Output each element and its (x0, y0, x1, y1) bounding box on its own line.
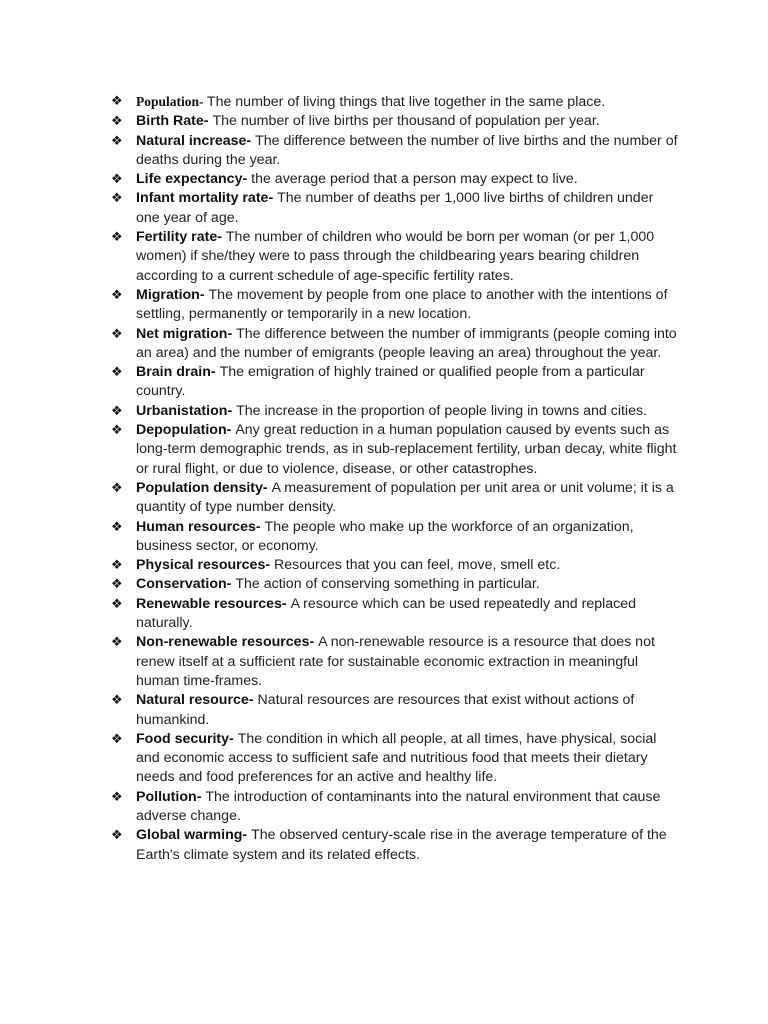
glossary-term: Conservation (136, 576, 227, 593)
diamond-bullet-icon: ❖ (111, 828, 123, 844)
term-separator: - (309, 634, 319, 651)
term-separator: - (227, 325, 237, 342)
term-separator: - (199, 286, 209, 303)
glossary-item (110, 556, 680, 575)
glossary-item (110, 730, 680, 788)
term-separator: - (229, 730, 238, 747)
glossary-definition: A non-renewable resource is a resource that does not renew itself at a sufficient rate for sustainable economic extraction in meaningful human time-frames. (136, 634, 655, 689)
glossary-item (110, 788, 680, 827)
glossary-definition: The number of children who would be born per woman (or per 1,000 women) if she/they were to pass through the childbearing years bearing children according to a current schedule of age-specific fertility rates. (136, 229, 655, 284)
glossary-definition: The condition in which all people, at all times, have physical, social and economic access to sufficient safe and nutritious food that meets their dietary needs and food preferences for an active and healthy life. (136, 730, 657, 786)
diamond-bullet-icon: ❖ (111, 596, 123, 612)
glossary-term: Life expectancy (136, 171, 243, 188)
term-separator: - (210, 364, 220, 381)
term-separator: - (196, 788, 206, 805)
glossary-term: Natural resource (136, 692, 249, 709)
term-separator: - (246, 132, 256, 149)
glossary-definition: The number of living things that live together in the same place. (206, 94, 606, 110)
glossary-definition: The introduction of contaminants into the natural environment that cause adverse change. (136, 788, 661, 824)
glossary-definition: A resource which can be used repeatedly and replaced naturally. (136, 595, 637, 632)
diamond-bullet-icon: ❖ (111, 635, 123, 651)
glossary-item (110, 112, 680, 131)
glossary-term: Infant mortality rate (136, 190, 269, 207)
term-separator: - (203, 113, 213, 130)
glossary-item (110, 421, 680, 479)
glossary-list (110, 92, 680, 865)
diamond-bullet-icon: ❖ (111, 191, 123, 207)
glossary-term: Renewable resources (136, 595, 282, 612)
diamond-bullet-icon: ❖ (111, 133, 123, 149)
glossary-term: Natural increase (136, 132, 247, 149)
glossary-item (110, 228, 680, 286)
glossary-term: Pollution (136, 788, 197, 805)
glossary-definition: A measurement of population per unit area or unit volume; it is a quantity of type number density. (136, 479, 674, 516)
glossary-item (110, 132, 680, 171)
diamond-bullet-icon: ❖ (111, 403, 123, 419)
diamond-bullet-icon: ❖ (111, 480, 123, 496)
term-separator: - (268, 190, 278, 207)
glossary-definition: The difference between the number of immigrants (people coming into an area) and the number of emigrants (people leaving an area) throughout the year. (136, 325, 677, 361)
term-separator: - (262, 479, 272, 496)
diamond-bullet-icon: ❖ (111, 558, 123, 574)
glossary-item (110, 170, 680, 189)
term-separator: - (281, 595, 291, 612)
glossary-term: Depopulation (136, 422, 227, 439)
term-separator: - (227, 402, 237, 419)
diamond-bullet-icon: ❖ (111, 789, 123, 805)
diamond-bullet-icon: ❖ (111, 519, 123, 535)
glossary-definition: The emigration of highly trained or qualified people from a particular country. (136, 364, 645, 400)
term-separator: - (265, 557, 275, 574)
glossary-term: Physical resources (136, 557, 266, 574)
term-separator: - (226, 576, 236, 593)
glossary-term: Population density (136, 479, 263, 496)
glossary-term: Non-renewable resources (136, 634, 310, 651)
diamond-bullet-icon: ❖ (111, 230, 123, 246)
glossary-term: Global warming (136, 827, 243, 844)
glossary-definition: The number of deaths per 1,000 live births of children under one year of age. (136, 190, 654, 226)
glossary-term: Food security (136, 730, 230, 747)
glossary-item (110, 518, 680, 557)
glossary-definition: Any great reduction in a human population caused by events such as long-term demographic trends, as in sub-replacement fertility, urban decay, white flight or rural flight, or due to violence, disease, or other catastrophes. (136, 422, 677, 477)
term-separator: - (242, 171, 252, 188)
diamond-bullet-icon: ❖ (111, 94, 123, 109)
glossary-item (110, 189, 680, 228)
glossary-definition: The movement by people from one place to another with the intentions of settling, permanently or temporarily in a new location. (136, 286, 668, 323)
diamond-bullet-icon: ❖ (111, 365, 123, 381)
glossary-definition: The people who make up the workforce of an organization, business sector, or economy. (136, 518, 634, 554)
glossary-term: Net migration (136, 325, 228, 342)
diamond-bullet-icon: ❖ (111, 577, 123, 593)
term-separator: - (248, 692, 258, 709)
glossary-definition: The observed century-scale rise in the average temperature of the Earth's climate system and its related effects. (136, 827, 667, 863)
diamond-bullet-icon: ❖ (111, 172, 123, 188)
glossary-definition: The action of conserving something in particular. (235, 576, 540, 593)
glossary-item (110, 286, 680, 325)
glossary-item (110, 595, 680, 634)
diamond-bullet-icon: ❖ (111, 731, 123, 747)
glossary-term: Fertility rate (136, 229, 218, 246)
term-separator: - (199, 94, 207, 109)
glossary-item (110, 633, 680, 691)
glossary-definition: The increase in the proportion of people living in towns and cities. (236, 402, 647, 419)
glossary-definition: The number of live births per thousand of population per year. (212, 113, 600, 130)
glossary-definition: the average period that a person may expect to live. (251, 171, 578, 188)
term-separator: - (217, 229, 226, 246)
diamond-bullet-icon: ❖ (111, 693, 123, 709)
glossary-item (110, 575, 680, 594)
glossary-definition: The difference between the number of live births and the number of deaths during the year. (136, 132, 678, 168)
term-separator: - (255, 518, 265, 535)
diamond-bullet-icon: ❖ (111, 114, 123, 130)
glossary-item (110, 325, 680, 364)
glossary-term: Human resources (136, 518, 256, 535)
glossary-item (110, 691, 680, 730)
glossary-term: Urbanistation (136, 402, 228, 419)
glossary-term: Population (136, 94, 200, 109)
glossary-definition: Natural resources are resources that exist without actions of humankind. (136, 692, 635, 728)
term-separator: - (226, 422, 236, 439)
glossary-term: Migration (136, 286, 200, 303)
glossary-definition: Resources that you can feel, move, smell etc. (274, 557, 561, 574)
glossary-term: Birth Rate (136, 113, 204, 130)
glossary-item (110, 479, 680, 518)
glossary-item (110, 402, 680, 421)
term-separator: - (242, 827, 252, 844)
glossary-item (110, 363, 680, 402)
diamond-bullet-icon: ❖ (111, 423, 123, 439)
glossary-item (110, 92, 680, 112)
diamond-bullet-icon: ❖ (111, 287, 123, 303)
diamond-bullet-icon: ❖ (111, 326, 123, 342)
glossary-term: Brain drain (136, 364, 211, 381)
glossary-item (110, 826, 680, 865)
